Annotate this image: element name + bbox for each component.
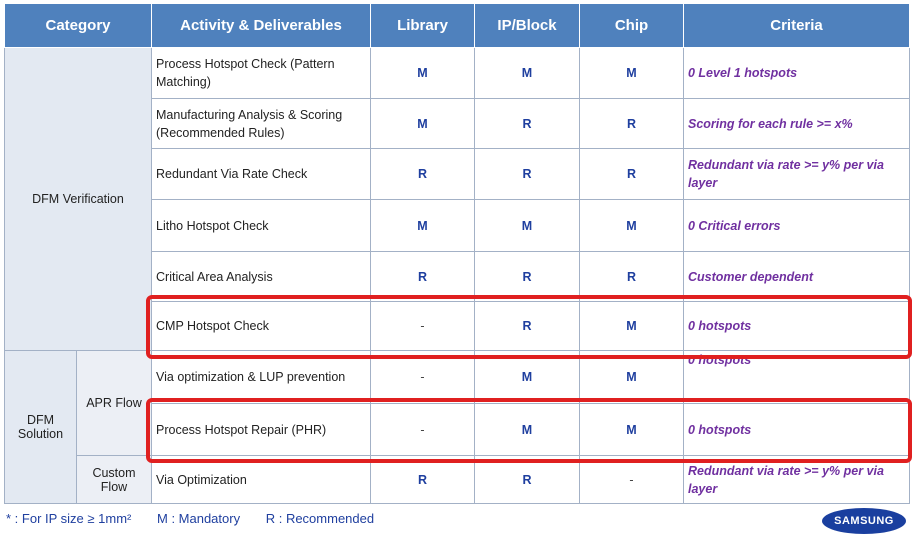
table-row [5,456,910,504]
footnote-mandatory: M : Mandatory [157,511,241,526]
activity-cell: Critical Area Analysis [152,252,371,302]
category-apr-flow: APR Flow [77,351,152,456]
dfm-table [4,3,910,504]
criteria-cell: Redundant via rate >= y% per via layer [684,456,910,504]
criteria-cell: Scoring for each rule >= x% [684,99,910,149]
header-criteria: Criteria [684,4,910,48]
criteria-cell: 0 Level 1 hotspots [684,48,910,99]
header-category: Category [5,4,152,48]
ip-block-cell: M [475,351,580,404]
activity-cell: Via optimization & LUP prevention [152,351,371,404]
chip-cell: R [580,99,684,149]
samsung-logo: SAMSUNG [822,508,906,534]
activity-cell: Manufacturing Analysis & Scoring (Recommended Rules) [152,99,371,149]
criteria-cell: 0 hotspots [684,404,910,456]
table-row [5,351,910,404]
footnote [6,511,396,526]
library-cell: R [371,456,475,504]
library-cell: R [371,252,475,302]
chip-cell: M [580,351,684,404]
library-cell: M [371,48,475,99]
library-cell: R [371,149,475,200]
chip-cell: M [580,48,684,99]
criteria-cell: 0 Critical errors [684,200,910,252]
category-dfm-solution: DFM Solution [5,351,77,504]
criteria-cell: Redundant via rate >= y% per via layer [684,149,910,200]
header-ip-block: IP/Block [475,4,580,48]
header-row [5,4,910,48]
criteria-cell: 0 hotspots [684,302,910,351]
criteria-cell: 0 hotspots [684,351,910,404]
chip-cell: R [580,252,684,302]
header-library: Library [371,4,475,48]
activity-cell: Via Optimization [152,456,371,504]
category-dfm-verification: DFM Verification [5,48,152,351]
category-custom-flow: Custom Flow [77,456,152,504]
activity-cell: Process Hotspot Repair (PHR) [152,404,371,456]
ip-block-cell: R [475,149,580,200]
chip-cell: M [580,200,684,252]
chip-cell: R [580,149,684,200]
chip-cell: M [580,302,684,351]
chip-cell: - [580,456,684,504]
library-cell: M [371,99,475,149]
activity-cell: CMP Hotspot Check [152,302,371,351]
activity-cell: Redundant Via Rate Check [152,149,371,200]
library-cell: - [371,302,475,351]
activity-cell: Litho Hotspot Check [152,200,371,252]
header-chip: Chip [580,4,684,48]
ip-block-cell: M [475,404,580,456]
table-row [5,48,910,99]
library-cell: - [371,404,475,456]
ip-block-cell: M [475,48,580,99]
ip-block-cell: R [475,302,580,351]
footnote-recommended: R : Recommended [265,511,375,526]
ip-block-cell: R [475,99,580,149]
ip-block-cell: R [475,456,580,504]
ip-block-cell: M [475,200,580,252]
activity-cell: Process Hotspot Check (Pattern Matching) [152,48,371,99]
criteria-cell: Customer dependent [684,252,910,302]
footnote-ip-size: * : For IP size ≥ 1mm² [6,511,132,526]
library-cell: - [371,351,475,404]
library-cell: M [371,200,475,252]
ip-block-cell: R [475,252,580,302]
header-activity: Activity & Deliverables [152,4,371,48]
chip-cell: M [580,404,684,456]
